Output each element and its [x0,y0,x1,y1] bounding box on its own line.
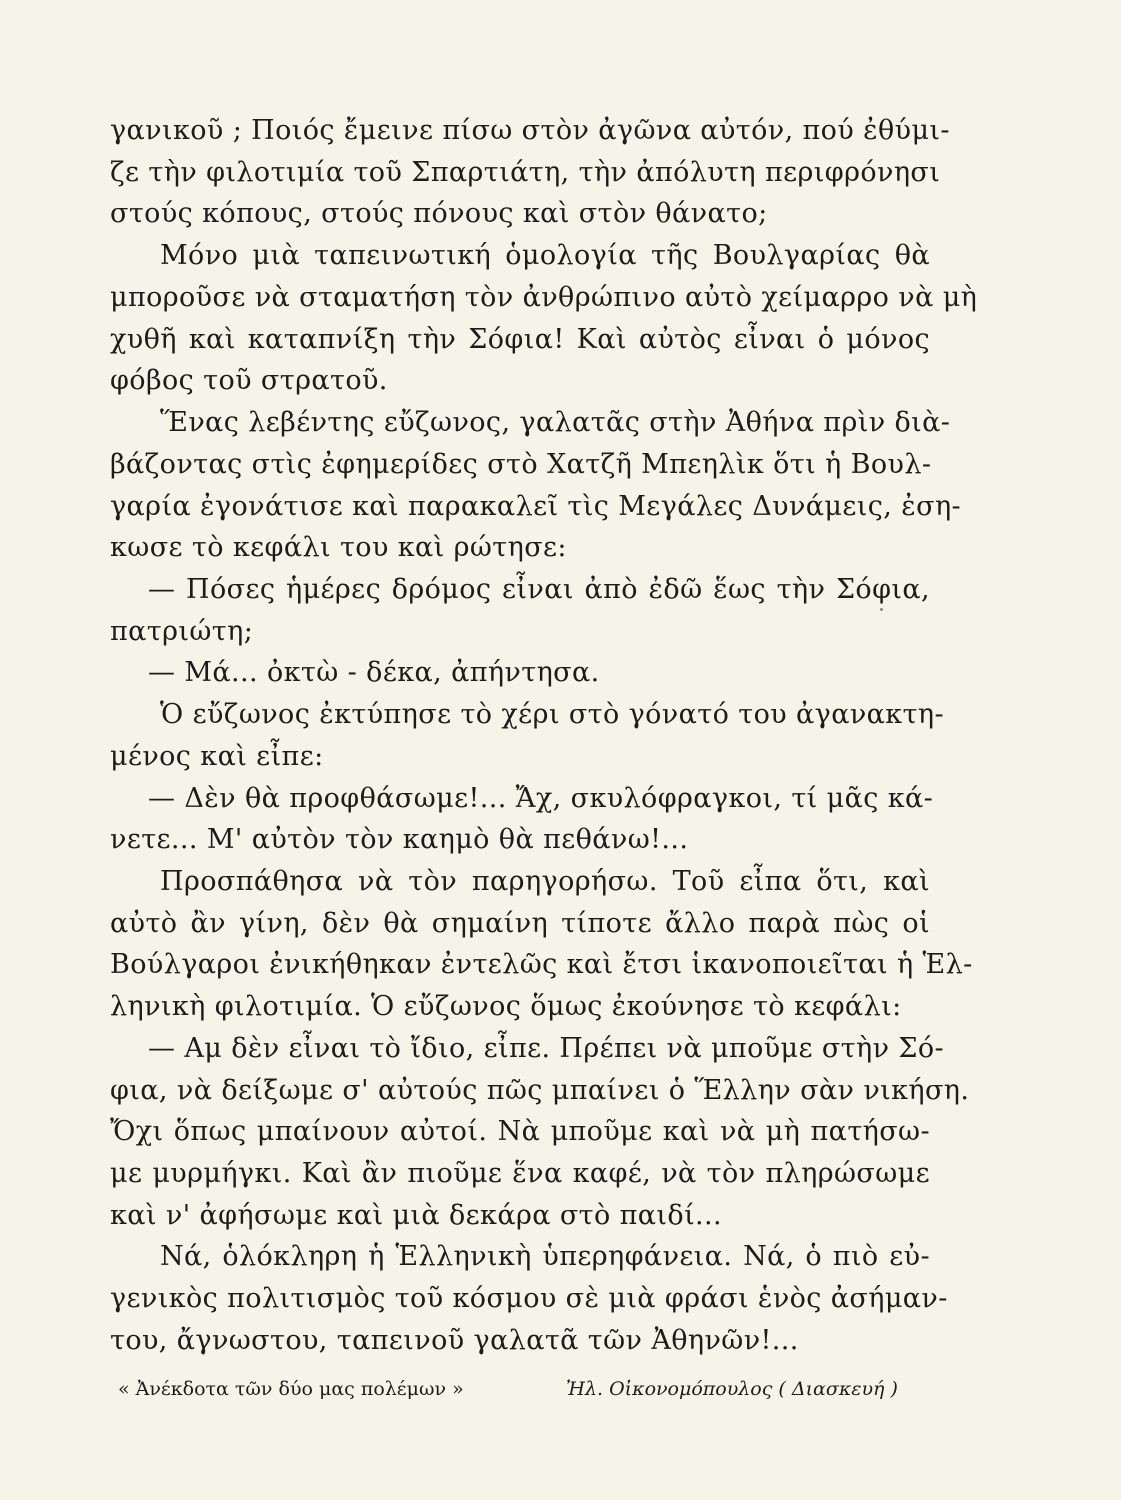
text-line: κωσε τὸ κεφάλι του καὶ ρώτησε: [110,532,567,563]
text-line: Ὄχι ὅπως μπαίνουν αὐτοί. Νὰ μποῦμε καὶ νὰ μὴ πατήσω- [110,1116,930,1147]
source-title: « Ἀνέκδοτα τῶν δύο μας πολέμων » [118,1378,464,1400]
text-line: χυθῆ καὶ καταπνίξη τὴν Σόφια! Καὶ αὐτὸς εἶναι ὁ μόνος [110,324,930,355]
dialogue-line: — Δὲν θὰ προφθάσωμε!... Ἄχ, σκυλόφραγκοι, τί μᾶς κά- [148,783,934,814]
text-line: Νά, ὁλόκληρη ἡ Ἑλληνικὴ ὑπερηφάνεια. Νά, ὁ πιὸ εὐ- [160,1241,930,1272]
text-line: νετε... Μ' αὐτὸν τὸν καημὸ θὰ πεθάνω!... [110,824,689,855]
text-line: καὶ ν' ἀφήσωμε καὶ μιὰ δεκάρα στὸ παιδί... [110,1200,722,1231]
text-line: πατριώτη; [110,616,254,647]
text-line: γαρία ἐγονάτισε καὶ παρακαλεῖ τὶς Μεγάλες Δυνάμεις, ἐση- [110,491,962,522]
text-line: Ἕνας λεβέντης εὔζωνος, γαλατᾶς στὴν Ἀθήνα πρὶν διὰ- [160,407,951,438]
text-line: του, ἄγνωστου, ταπεινοῦ γαλατᾶ τῶν Ἀθηνῶν!... [110,1325,799,1356]
text-line: ζε τὴν φιλοτιμία τοῦ Σπαρτιάτη, τὴν ἀπόλυτη περιφρόνησι [110,157,941,188]
text-line: με μυρμήγκι. Καὶ ἂν πιοῦμε ἕνα καφέ, νὰ τὸν πληρώσωμε [110,1158,930,1189]
dialogue-line: — Μά... ὀκτὼ - δέκα, ἀπήντησα. [148,657,600,688]
print-speck [880,608,883,611]
text-line: Προσπάθησα νὰ τὸν παρηγορήσω. Τοῦ εἶπα ὅτι, καὶ [160,866,930,897]
text-line: φόβος τοῦ στρατοῦ. [110,365,388,396]
text-line: μποροῦσε νὰ σταματήση τὸν ἀνθρώπινο αὐτὸ χείμαρρο νὰ μὴ [110,282,978,313]
text-line: Βούλγαροι ἐνικήθηκαν ἐντελῶς καὶ ἔτσι ἱκανοποιεῖται ἡ Ἑλ- [110,949,973,980]
text-line: φια, νὰ δείξωμε σ' αὐτούς πῶς μπαίνει ὁ Ἕλλην σὰν νικήση. [110,1075,970,1106]
text-line: Μόνο μιὰ ταπεινωτική ὁμολογία τῆς Βουλγαρίας θὰ [160,240,930,271]
text-line: βάζοντας στὶς ἐφημερίδες στὸ Χατζῆ Μπεηλὶκ ὅτι ἡ Βουλ- [110,449,932,480]
text-line: ληνικὴ φιλοτιμία. Ὁ εὔζωνος ὅμως ἐκούνησε τὸ κεφάλι: [110,991,902,1022]
dialogue-line: — Πόσες ἡμέρες δρόμος εἶναι ἀπὸ ἐδῶ ἕως τὴν Σόφια, [148,574,930,605]
text-line: γενικὸς πολιτισμὸς τοῦ κόσμου σὲ μιὰ φράσι ἑνὸς ἀσήμαν- [110,1283,948,1314]
text-line: μένος καὶ εἶπε: [110,741,324,772]
text-line: αὐτὸ ἂν γίνη, δὲν θὰ σημαίνη τίποτε ἄλλο παρὰ πὼς οἱ [110,908,930,939]
text-line: γανικοῦ ; Ποιός ἔμεινε πίσω στὸν ἀγῶνα αὐτόν, πού ἐθύμι- [110,115,950,146]
text-line: στούς κόπους, στούς πόνους καὶ στὸν θάνατο; [110,198,768,229]
text-line: Ὁ εὔζωνος ἐκτύπησε τὸ χέρι στὸ γόνατό του ἀγανακτη- [160,699,944,730]
dialogue-line: — Αμ δὲν εἶναι τὸ ἴδιο, εἶπε. Πρέπει νὰ μποῦμε στὴν Σό- [148,1033,945,1064]
author-credit: Ἠλ. Οἰκονομόπουλος ( Διασκευή ) [566,1378,898,1400]
